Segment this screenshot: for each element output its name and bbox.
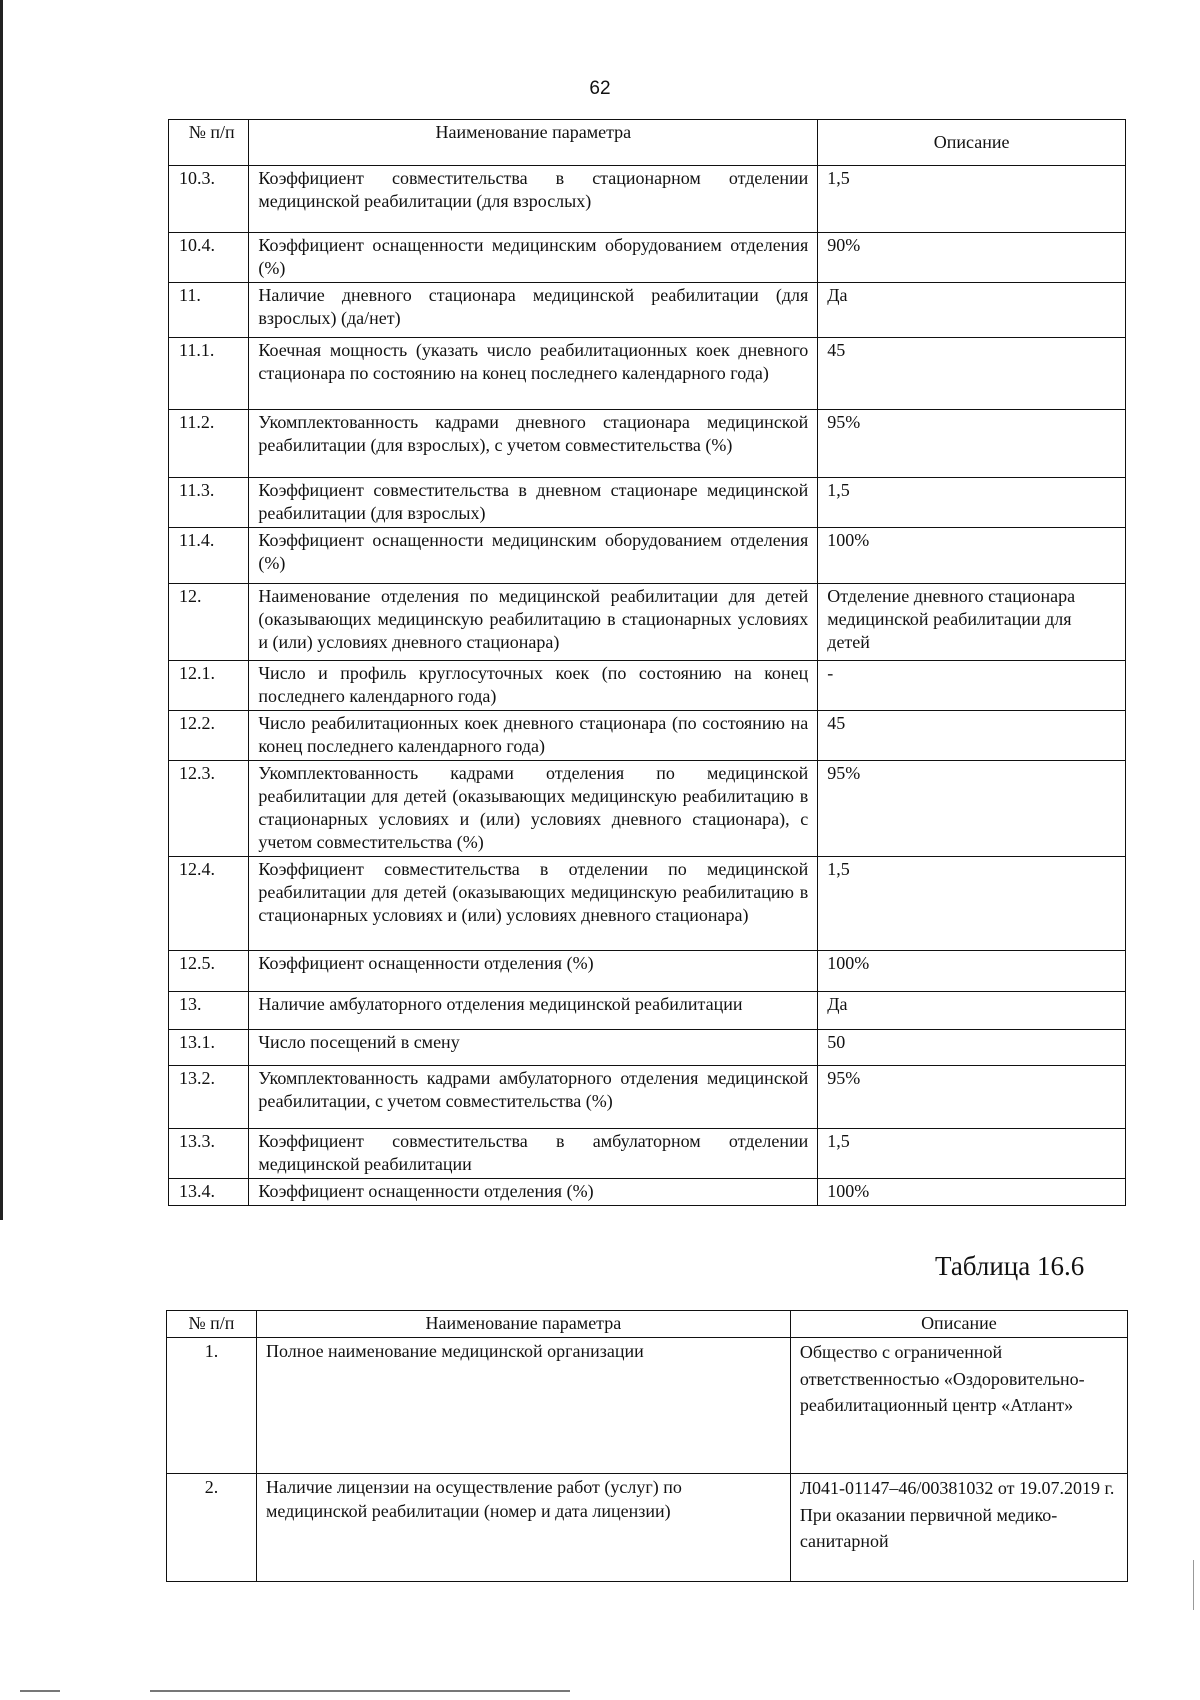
- row-description: 50: [818, 1030, 1126, 1066]
- table-row: [169, 478, 1126, 528]
- row-parameter-name: Коечная мощность (указать число реабилитационных коек дневного стационара по состоянию на конец последнего календарного года): [249, 338, 818, 410]
- row-number: 12.5.: [169, 951, 249, 992]
- row-parameter-name: Наличие дневного стационара медицинской реабилитации (для взрослых) (да/нет): [249, 283, 818, 338]
- table-row: [169, 410, 1126, 478]
- table-row: [169, 857, 1126, 951]
- header-number: № п/п: [169, 120, 249, 166]
- page-number: 62: [589, 78, 611, 99]
- row-number: 1.: [167, 1338, 257, 1474]
- scan-bottom-line: [150, 1690, 570, 1692]
- row-parameter-name: Укомплектованность кадрами амбулаторного отделения медицинской реабилитации, с учетом совместительства (%): [249, 1066, 818, 1129]
- row-parameter-name: Коэффициент оснащенности медицинским оборудованием отделения (%): [249, 528, 818, 584]
- row-parameter-name: Коэффициент совместительства в отделении по медицинской реабилитации для детей (оказывающих медицинскую реабилитацию в стационарных условиях и (или) условиях дневного стационара): [249, 857, 818, 951]
- row-description: 1,5: [818, 166, 1126, 233]
- scan-margin-mark: [1193, 1560, 1194, 1610]
- row-description: 100%: [818, 1179, 1126, 1206]
- table-row: [169, 1066, 1126, 1129]
- header-parameter-name: Наименование параметра: [249, 120, 818, 166]
- table-row: [169, 584, 1126, 661]
- row-number: 10.4.: [169, 233, 249, 283]
- row-parameter-name: Коэффициент совместительства в дневном стационаре медицинской реабилитации (для взрослых): [249, 478, 818, 528]
- row-number: 13.3.: [169, 1129, 249, 1179]
- row-description: Общество с ограниченной ответственностью «Оздоровительно-реабилитационный центр «Атлант»: [790, 1338, 1127, 1474]
- scan-bottom-line: [20, 1690, 60, 1692]
- row-number: 13.: [169, 992, 249, 1030]
- row-number: 11.: [169, 283, 249, 338]
- scan-edge-line: [0, 0, 3, 1220]
- row-number: 13.1.: [169, 1030, 249, 1066]
- row-parameter-name: Наличие лицензии на осуществление работ (услуг) по медицинской реабилитации (номер и дата лицензии): [256, 1474, 790, 1582]
- table-row: [167, 1338, 1128, 1474]
- table-row: [169, 661, 1126, 711]
- row-parameter-name: Укомплектованность кадрами отделения по медицинской реабилитации для детей (оказывающих медицинскую реабилитацию в стационарных условиях и (или) условиях дневного стационара), с учетом совместительства (%): [249, 761, 818, 857]
- row-description: Отделение дневного стационара медицинской реабилитации для детей: [818, 584, 1126, 661]
- table-row: [169, 1179, 1126, 1206]
- row-parameter-name: Число посещений в смену: [249, 1030, 818, 1066]
- row-number: 11.4.: [169, 528, 249, 584]
- row-number: 2.: [167, 1474, 257, 1582]
- row-number: 13.2.: [169, 1066, 249, 1129]
- row-parameter-name: Коэффициент совместительства в стационарном отделении медицинской реабилитации (для взрослых): [249, 166, 818, 233]
- row-number: 11.2.: [169, 410, 249, 478]
- header-description: Описание: [790, 1311, 1127, 1338]
- row-description: 95%: [818, 1066, 1126, 1129]
- row-parameter-name: Коэффициент совместительства в амбулаторном отделении медицинской реабилитации: [249, 1129, 818, 1179]
- row-description: 100%: [818, 528, 1126, 584]
- row-number: 12.4.: [169, 857, 249, 951]
- table-row: [169, 166, 1126, 233]
- row-parameter-name: Наличие амбулаторного отделения медицинской реабилитации: [249, 992, 818, 1030]
- row-description: Да: [818, 992, 1126, 1030]
- row-parameter-name: Коэффициент оснащенности отделения (%): [249, 951, 818, 992]
- row-number: 10.3.: [169, 166, 249, 233]
- table-row: [169, 1129, 1126, 1179]
- row-number: 12.: [169, 584, 249, 661]
- row-description: Л041-01147–46/00381032 от 19.07.2019 г. При оказании первичной медико-санитарной: [790, 1474, 1127, 1582]
- row-number: 11.1.: [169, 338, 249, 410]
- row-description: 45: [818, 338, 1126, 410]
- table-row: [169, 1030, 1126, 1066]
- table-row: [169, 283, 1126, 338]
- table-row: [169, 761, 1126, 857]
- row-description: 100%: [818, 951, 1126, 992]
- table-row: [169, 951, 1126, 992]
- row-number: 12.3.: [169, 761, 249, 857]
- row-parameter-name: Число реабилитационных коек дневного стационара (по состоянию на конец последнего календарного года): [249, 711, 818, 761]
- row-parameter-name: Полное наименование медицинской организации: [256, 1338, 790, 1474]
- table-row: [169, 992, 1126, 1030]
- row-parameter-name: Коэффициент оснащенности отделения (%): [249, 1179, 818, 1206]
- row-parameter-name: Укомплектованность кадрами дневного стационара медицинской реабилитации (для взрослых), с учетом совместительства (%): [249, 410, 818, 478]
- row-number: 13.4.: [169, 1179, 249, 1206]
- row-number: 12.1.: [169, 661, 249, 711]
- header-parameter-name: Наименование параметра: [256, 1311, 790, 1338]
- table-caption: Таблица 16.6: [935, 1251, 1085, 1281]
- row-description: 1,5: [818, 857, 1126, 951]
- row-description: 95%: [818, 410, 1126, 478]
- organization-table: [166, 1310, 1128, 1582]
- row-description: -: [818, 661, 1126, 711]
- row-description: 90%: [818, 233, 1126, 283]
- row-description: 95%: [818, 761, 1126, 857]
- row-description: Да: [818, 283, 1126, 338]
- row-parameter-name: Коэффициент оснащенности медицинским оборудованием отделения (%): [249, 233, 818, 283]
- table-row: [169, 528, 1126, 584]
- table-header-row: [167, 1311, 1128, 1338]
- table-row: [167, 1474, 1128, 1582]
- table-row: [169, 233, 1126, 283]
- table-header-row: [169, 120, 1126, 166]
- table-row: [169, 711, 1126, 761]
- row-parameter-name: Наименование отделения по медицинской реабилитации для детей (оказывающих медицинскую реабилитацию в стационарных условиях и (или) условиях дневного стационара): [249, 584, 818, 661]
- table-row: [169, 338, 1126, 410]
- header-number: № п/п: [167, 1311, 257, 1338]
- header-description: Описание: [818, 120, 1126, 166]
- row-number: 12.2.: [169, 711, 249, 761]
- row-description: 1,5: [818, 478, 1126, 528]
- row-description: 45: [818, 711, 1126, 761]
- row-parameter-name: Число и профиль круглосуточных коек (по состоянию на конец последнего календарного года): [249, 661, 818, 711]
- parameters-table-continued: [168, 119, 1126, 1206]
- row-number: 11.3.: [169, 478, 249, 528]
- row-description: 1,5: [818, 1129, 1126, 1179]
